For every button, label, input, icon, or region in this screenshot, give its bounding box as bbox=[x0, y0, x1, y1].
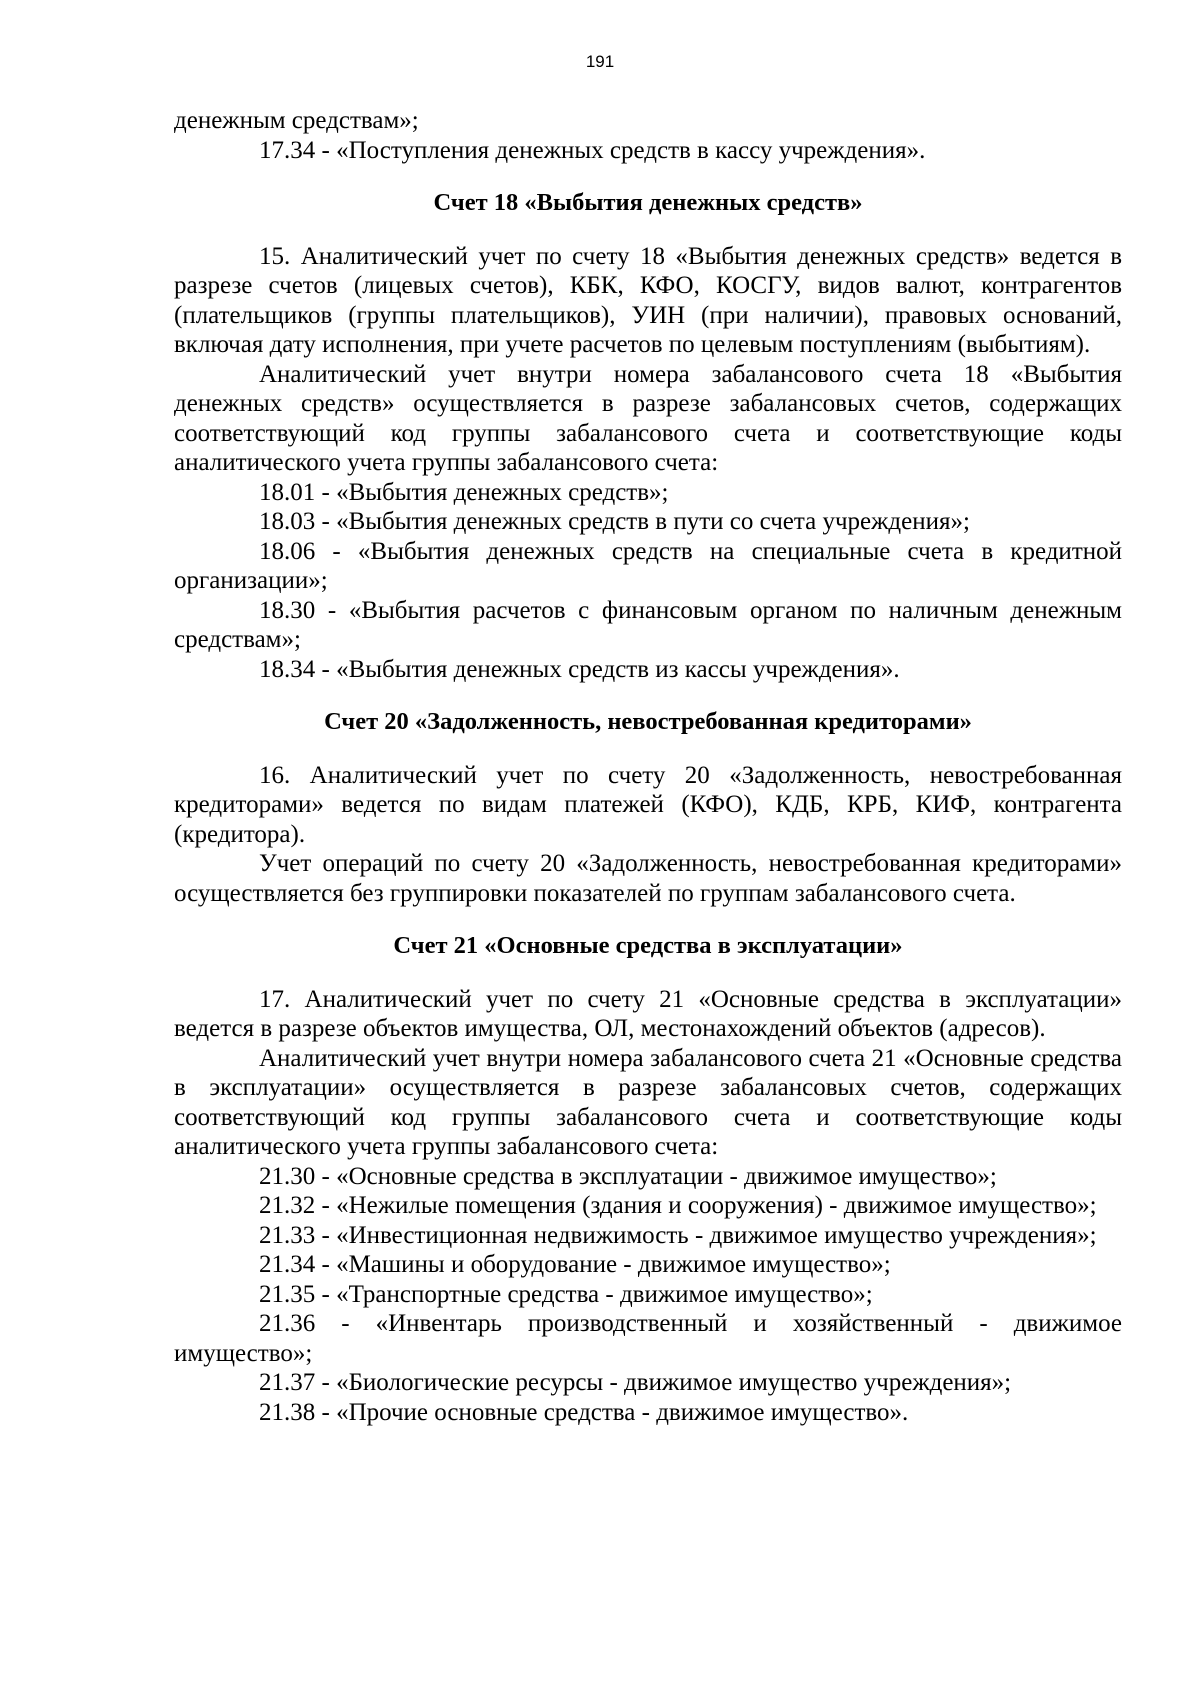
page-number: 191 bbox=[585, 52, 615, 71]
list-item-18-34: 18.34 - «Выбытия денежных средств из кассы учреждения». bbox=[259, 655, 900, 683]
list-item-21-36: 21.36 - «Инвентарь производственный и хозяйственный - движимое имущество»; bbox=[174, 1310, 1122, 1367]
list-item-21-37: 21.37 - «Биологические ресурсы - движимое имущество учреждения»; bbox=[259, 1369, 1012, 1396]
list-item-18-06: 18.06 - «Выбытия денежных средств на специальные счета в кредитной организации»; bbox=[174, 537, 1122, 594]
list-item-18-30: 18.30 - «Выбытия расчетов с финансовым органом по наличным денежным средствам»; bbox=[174, 596, 1122, 653]
paragraph-15: 15. Аналитический учет по счету 18 «Выбытия денежных средств» ведется в разрезе счетов (лицевых счетов), КБК, КФО, КОСГУ, видов валют, контрагентов (плательщиков (группы плательщиков), УИН (при наличии), правовых оснований, включая дату исполнения, при учете расчетов по целевым поступлениям (выбытиям). bbox=[174, 242, 1122, 358]
list-item-21-30: 21.30 - «Основные средства в эксплуатации - движимое имущество»; bbox=[259, 1162, 997, 1190]
paragraph-account-21-analytics: Аналитический учет внутри номера забалансового счета 21 «Основные средства в эксплуатации» осуществляется в разрезе забалансовых счетов, содержащих соответствующий код группы забалансового счета и соответствующие коды аналитического учета группы забалансового счета: bbox=[174, 1044, 1122, 1160]
intro-item: 17.34 - «Поступления денежных средств в кассу учреждения». bbox=[259, 136, 926, 164]
section-heading-account-18: Счет 18 «Выбытия денежных средств» bbox=[433, 189, 863, 216]
list-item-21-38: 21.38 - «Прочие основные средства - движимое имущество». bbox=[259, 1398, 909, 1426]
list-item-21-34: 21.34 - «Машины и оборудование - движимое имущество»; bbox=[259, 1251, 891, 1278]
list-item-21-33: 21.33 - «Инвестиционная недвижимость - движимое имущество учреждения»; bbox=[259, 1221, 1097, 1249]
paragraph-account-18-analytics: Аналитический учет внутри номера забалансового счета 18 «Выбытия денежных средств» осуществляется в разрезе забалансовых счетов, содержащих соответствующий код группы забалансового счета и соответствующие коды аналитического учета группы забалансового счета: bbox=[174, 360, 1122, 476]
list-item-18-03: 18.03 - «Выбытия денежных средств в пути со счета учреждения»; bbox=[259, 508, 970, 535]
section-heading-account-21: Счет 21 «Основные средства в эксплуатации» bbox=[393, 932, 903, 959]
paragraph-account-20-operations: Учет операций по счету 20 «Задолженность, невостребованная кредиторами» осуществляется без группировки показателей по группам забалансового счета. bbox=[174, 850, 1122, 907]
section-heading-account-20: Счет 20 «Задолженность, невостребованная кредиторами» bbox=[324, 708, 972, 735]
page-content bbox=[174, 106, 1122, 1427]
list-item-21-35: 21.35 - «Транспортные средства - движимое имущество»; bbox=[259, 1280, 873, 1308]
paragraph-16: 16. Аналитический учет по счету 20 «Задолженность, невостребованная кредиторами» ведется по видам платежей (КФО), КДБ, КРБ, КИФ, контрагента (кредитора). bbox=[174, 761, 1122, 848]
paragraph-17: 17. Аналитический учет по счету 21 «Основные средства в эксплуатации» ведется в разрезе объектов имущества, ОЛ, местонахождений объектов (адресов). bbox=[174, 985, 1122, 1042]
list-item-21-32: 21.32 - «Нежилые помещения (здания и сооружения) - движимое имущество»; bbox=[259, 1192, 1097, 1219]
list-item-18-01: 18.01 - «Выбытия денежных средств»; bbox=[259, 478, 669, 506]
intro-line: денежным средствам»; bbox=[174, 107, 419, 134]
